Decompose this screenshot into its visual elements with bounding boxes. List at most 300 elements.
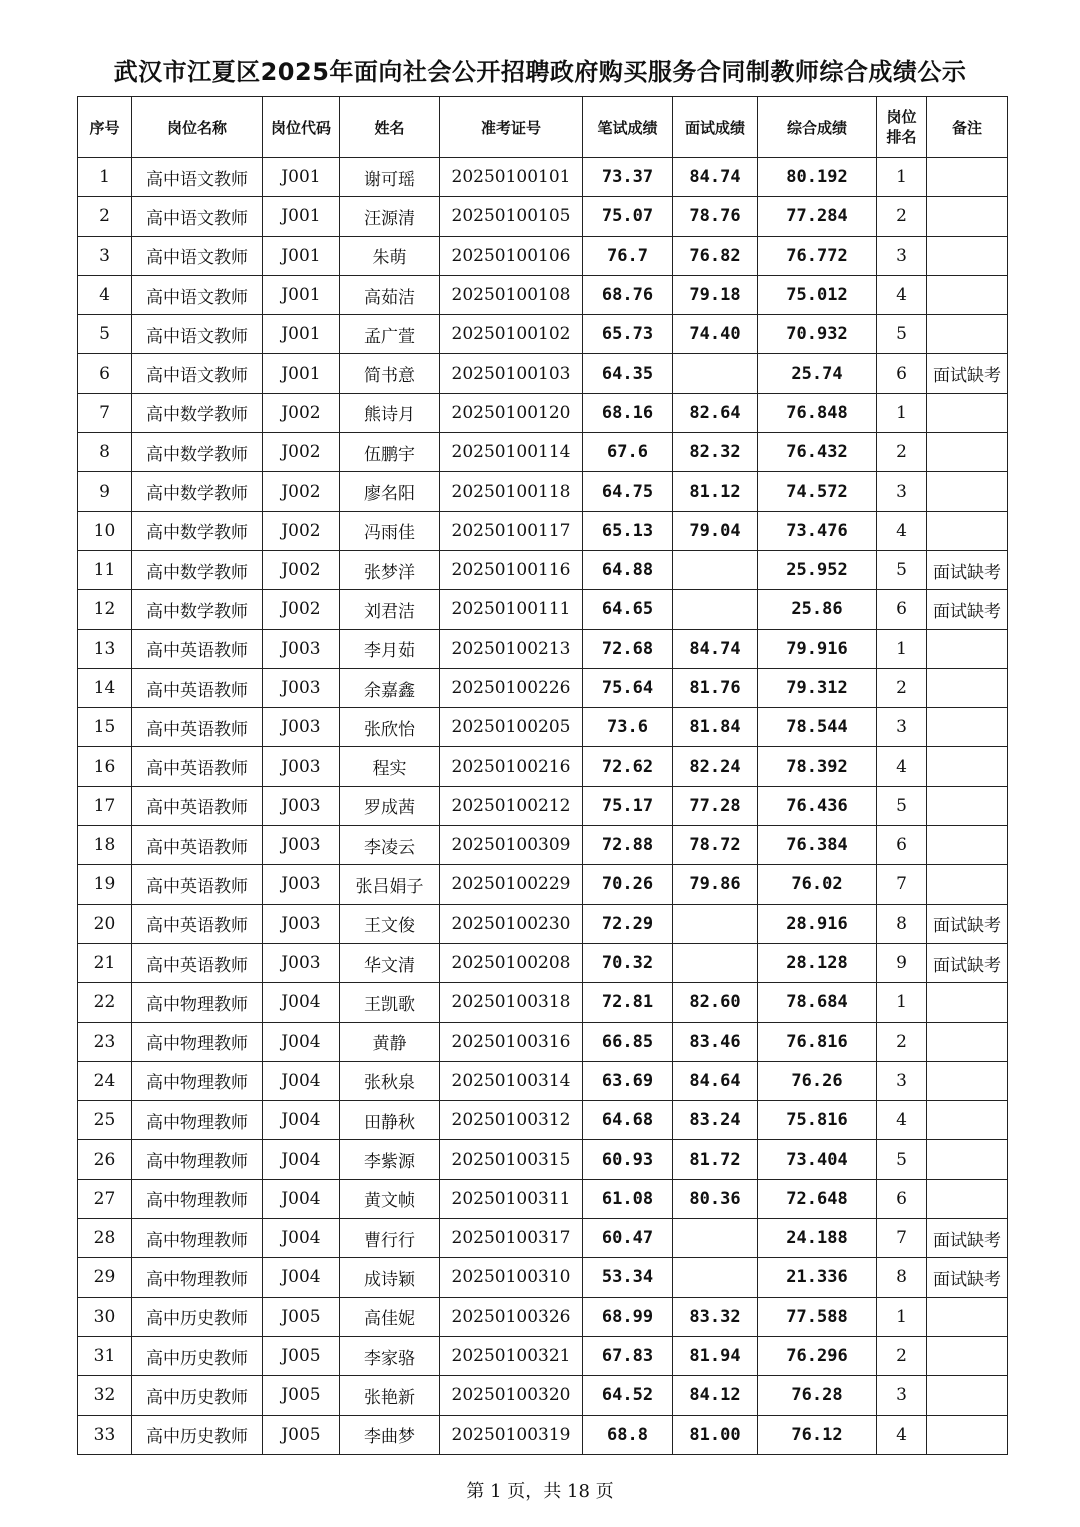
cell-interview-score: 82.60: [673, 983, 758, 1022]
cell-note: [927, 433, 1008, 472]
cell-interview-score: [673, 1219, 758, 1258]
cell-rank: 5: [877, 786, 927, 825]
table-row: [78, 668, 1008, 707]
cell-note: [927, 826, 1008, 865]
cell-post-code: J005: [263, 1297, 340, 1336]
cell-note: [927, 983, 1008, 1022]
cell-written-score: 60.93: [583, 1140, 673, 1179]
cell-interview-score: 81.94: [673, 1336, 758, 1375]
cell-exam-id: 20250100310: [440, 1258, 583, 1297]
header-exam-id: 准考证号: [440, 97, 583, 158]
cell-name: 高佳妮: [340, 1297, 440, 1336]
cell-rank: 4: [877, 511, 927, 550]
cell-seq: 9: [78, 472, 132, 511]
cell-total-score: 76.816: [758, 1022, 877, 1061]
table-row: [78, 433, 1008, 472]
cell-written-score: 60.47: [583, 1219, 673, 1258]
table-header-row: [78, 97, 1008, 158]
table-row: [78, 865, 1008, 904]
cell-rank: 7: [877, 865, 927, 904]
table-row: [78, 1101, 1008, 1140]
cell-rank: 1: [877, 983, 927, 1022]
cell-interview-score: 82.32: [673, 433, 758, 472]
cell-total-score: 76.26: [758, 1061, 877, 1100]
cell-written-score: 75.64: [583, 668, 673, 707]
cell-note: [927, 629, 1008, 668]
cell-post-code: J004: [263, 1061, 340, 1100]
cell-post-name: 高中数学教师: [132, 393, 263, 432]
cell-exam-id: 20250100309: [440, 826, 583, 865]
header-post-name: 岗位名称: [132, 97, 263, 158]
cell-seq: 27: [78, 1179, 132, 1218]
cell-post-code: J004: [263, 1179, 340, 1218]
cell-name: 李月茹: [340, 629, 440, 668]
cell-post-code: J005: [263, 1376, 340, 1415]
cell-written-score: 72.68: [583, 629, 673, 668]
table-row: [78, 983, 1008, 1022]
table-row: [78, 315, 1008, 354]
cell-total-score: 21.336: [758, 1258, 877, 1297]
cell-exam-id: 20250100108: [440, 275, 583, 314]
cell-post-name: 高中数学教师: [132, 511, 263, 550]
cell-post-name: 高中物理教师: [132, 1179, 263, 1218]
cell-seq: 33: [78, 1415, 132, 1454]
table-row: [78, 1258, 1008, 1297]
header-seq: 序号: [78, 97, 132, 158]
cell-rank: 1: [877, 629, 927, 668]
cell-exam-id: 20250100208: [440, 943, 583, 982]
cell-interview-score: 83.24: [673, 1101, 758, 1140]
cell-note: [927, 1336, 1008, 1375]
cell-post-code: J003: [263, 708, 340, 747]
document-title: 武汉市江夏区2025年面向社会公开招聘政府购买服务合同制教师综合成绩公示: [113, 58, 967, 86]
cell-seq: 32: [78, 1376, 132, 1415]
cell-post-name: 高中语文教师: [132, 236, 263, 275]
cell-written-score: 53.34: [583, 1258, 673, 1297]
cell-total-score: 25.74: [758, 354, 877, 393]
cell-post-name: 高中英语教师: [132, 747, 263, 786]
cell-interview-score: 78.72: [673, 826, 758, 865]
cell-exam-id: 20250100114: [440, 433, 583, 472]
cell-exam-id: 20250100216: [440, 747, 583, 786]
cell-exam-id: 20250100116: [440, 550, 583, 589]
cell-post-name: 高中英语教师: [132, 826, 263, 865]
cell-interview-score: 82.24: [673, 747, 758, 786]
cell-exam-id: 20250100205: [440, 708, 583, 747]
cell-written-score: 65.73: [583, 315, 673, 354]
cell-post-code: J002: [263, 511, 340, 550]
cell-written-score: 63.69: [583, 1061, 673, 1100]
cell-post-code: J003: [263, 668, 340, 707]
header-written-score: 笔试成绩: [583, 97, 673, 158]
cell-post-code: J003: [263, 904, 340, 943]
cell-written-score: 75.17: [583, 786, 673, 825]
cell-rank: 2: [877, 1336, 927, 1375]
cell-post-name: 高中语文教师: [132, 354, 263, 393]
cell-note: 面试缺考: [927, 550, 1008, 589]
cell-note: [927, 668, 1008, 707]
cell-post-code: J003: [263, 826, 340, 865]
cell-total-score: 76.02: [758, 865, 877, 904]
cell-name: 简书意: [340, 354, 440, 393]
cell-rank: 8: [877, 1258, 927, 1297]
cell-name: 汪源清: [340, 197, 440, 236]
cell-rank: 9: [877, 943, 927, 982]
cell-name: 李曲梦: [340, 1415, 440, 1454]
cell-post-code: J003: [263, 747, 340, 786]
cell-exam-id: 20250100111: [440, 590, 583, 629]
table-row: [78, 1022, 1008, 1061]
cell-interview-score: 81.76: [673, 668, 758, 707]
cell-note: [927, 865, 1008, 904]
cell-total-score: 77.284: [758, 197, 877, 236]
cell-post-code: J003: [263, 629, 340, 668]
cell-rank: 2: [877, 1022, 927, 1061]
cell-rank: 2: [877, 433, 927, 472]
cell-exam-id: 20250100213: [440, 629, 583, 668]
cell-interview-score: 81.00: [673, 1415, 758, 1454]
cell-post-name: 高中语文教师: [132, 158, 263, 197]
cell-total-score: 76.848: [758, 393, 877, 432]
cell-note: [927, 1179, 1008, 1218]
cell-exam-id: 20250100230: [440, 904, 583, 943]
cell-written-score: 73.6: [583, 708, 673, 747]
cell-total-score: 76.296: [758, 1336, 877, 1375]
cell-name: 田静秋: [340, 1101, 440, 1140]
cell-name: 罗成茜: [340, 786, 440, 825]
cell-total-score: 25.86: [758, 590, 877, 629]
table-row: [78, 1376, 1008, 1415]
cell-note: 面试缺考: [927, 1219, 1008, 1258]
cell-seq: 30: [78, 1297, 132, 1336]
cell-post-name: 高中英语教师: [132, 629, 263, 668]
cell-exam-id: 20250100229: [440, 865, 583, 904]
cell-total-score: 76.28: [758, 1376, 877, 1415]
cell-name: 孟广萱: [340, 315, 440, 354]
cell-post-code: J001: [263, 236, 340, 275]
cell-post-name: 高中语文教师: [132, 275, 263, 314]
cell-note: 面试缺考: [927, 943, 1008, 982]
cell-rank: 4: [877, 1415, 927, 1454]
cell-post-name: 高中物理教师: [132, 1258, 263, 1297]
cell-note: [927, 1415, 1008, 1454]
cell-name: 张欣怡: [340, 708, 440, 747]
cell-name: 冯雨佳: [340, 511, 440, 550]
cell-seq: 13: [78, 629, 132, 668]
cell-post-code: J004: [263, 1101, 340, 1140]
cell-interview-score: 74.40: [673, 315, 758, 354]
cell-interview-score: 84.74: [673, 158, 758, 197]
cell-seq: 4: [78, 275, 132, 314]
cell-interview-score: 81.72: [673, 1140, 758, 1179]
cell-seq: 31: [78, 1336, 132, 1375]
header-interview-score: 面试成绩: [673, 97, 758, 158]
cell-note: 面试缺考: [927, 1258, 1008, 1297]
cell-post-code: J004: [263, 1022, 340, 1061]
header-name: 姓名: [340, 97, 440, 158]
table-row: [78, 1297, 1008, 1336]
cell-interview-score: 78.76: [673, 197, 758, 236]
header-rank: 岗位 排名: [877, 97, 927, 158]
cell-post-name: 高中数学教师: [132, 433, 263, 472]
table-row: [78, 1336, 1008, 1375]
cell-name: 李凌云: [340, 826, 440, 865]
cell-name: 华文清: [340, 943, 440, 982]
cell-total-score: 79.312: [758, 668, 877, 707]
cell-rank: 5: [877, 315, 927, 354]
cell-post-name: 高中英语教师: [132, 904, 263, 943]
cell-rank: 6: [877, 354, 927, 393]
cell-total-score: 24.188: [758, 1219, 877, 1258]
cell-note: [927, 275, 1008, 314]
cell-post-name: 高中物理教师: [132, 1140, 263, 1179]
cell-seq: 24: [78, 1061, 132, 1100]
cell-interview-score: 81.84: [673, 708, 758, 747]
cell-total-score: 28.916: [758, 904, 877, 943]
cell-post-name: 高中英语教师: [132, 865, 263, 904]
table-row: [78, 275, 1008, 314]
cell-written-score: 61.08: [583, 1179, 673, 1218]
cell-note: 面试缺考: [927, 590, 1008, 629]
cell-interview-score: 84.64: [673, 1061, 758, 1100]
cell-note: [927, 197, 1008, 236]
cell-post-code: J004: [263, 1140, 340, 1179]
cell-seq: 7: [78, 393, 132, 432]
header-note: 备注: [927, 97, 1008, 158]
table-row: [78, 826, 1008, 865]
cell-post-name: 高中数学教师: [132, 590, 263, 629]
cell-exam-id: 20250100101: [440, 158, 583, 197]
cell-post-code: J001: [263, 315, 340, 354]
cell-exam-id: 20250100316: [440, 1022, 583, 1061]
cell-exam-id: 20250100118: [440, 472, 583, 511]
cell-post-name: 高中物理教师: [132, 1022, 263, 1061]
cell-written-score: 75.07: [583, 197, 673, 236]
cell-exam-id: 20250100311: [440, 1179, 583, 1218]
cell-rank: 1: [877, 158, 927, 197]
cell-seq: 15: [78, 708, 132, 747]
cell-name: 刘君洁: [340, 590, 440, 629]
table-row: [78, 747, 1008, 786]
table-row: [78, 550, 1008, 589]
cell-total-score: 77.588: [758, 1297, 877, 1336]
cell-written-score: 64.75: [583, 472, 673, 511]
cell-rank: 3: [877, 236, 927, 275]
cell-interview-score: 83.32: [673, 1297, 758, 1336]
cell-exam-id: 20250100226: [440, 668, 583, 707]
cell-exam-id: 20250100320: [440, 1376, 583, 1415]
cell-name: 张艳新: [340, 1376, 440, 1415]
cell-written-score: 72.81: [583, 983, 673, 1022]
table-row: [78, 786, 1008, 825]
table-row: [78, 354, 1008, 393]
cell-note: [927, 315, 1008, 354]
cell-written-score: 72.29: [583, 904, 673, 943]
cell-interview-score: 79.86: [673, 865, 758, 904]
cell-post-code: J001: [263, 197, 340, 236]
cell-exam-id: 20250100321: [440, 1336, 583, 1375]
cell-written-score: 73.37: [583, 158, 673, 197]
cell-post-name: 高中英语教师: [132, 708, 263, 747]
cell-seq: 12: [78, 590, 132, 629]
cell-post-name: 高中英语教师: [132, 786, 263, 825]
cell-seq: 2: [78, 197, 132, 236]
table-body: [78, 158, 1008, 1455]
cell-post-name: 高中物理教师: [132, 1219, 263, 1258]
table-row: [78, 943, 1008, 982]
cell-interview-score: [673, 943, 758, 982]
cell-name: 黄文帧: [340, 1179, 440, 1218]
cell-written-score: 67.83: [583, 1336, 673, 1375]
cell-rank: 2: [877, 197, 927, 236]
cell-rank: 3: [877, 472, 927, 511]
cell-total-score: 73.404: [758, 1140, 877, 1179]
cell-written-score: 64.35: [583, 354, 673, 393]
cell-name: 张梦洋: [340, 550, 440, 589]
cell-rank: 6: [877, 590, 927, 629]
cell-seq: 10: [78, 511, 132, 550]
cell-seq: 18: [78, 826, 132, 865]
cell-written-score: 72.88: [583, 826, 673, 865]
cell-note: [927, 1022, 1008, 1061]
cell-total-score: 28.128: [758, 943, 877, 982]
cell-note: [927, 747, 1008, 786]
cell-rank: 5: [877, 1140, 927, 1179]
cell-post-code: J002: [263, 550, 340, 589]
cell-note: [927, 786, 1008, 825]
cell-interview-score: 84.12: [673, 1376, 758, 1415]
cell-post-code: J002: [263, 393, 340, 432]
cell-interview-score: 76.82: [673, 236, 758, 275]
cell-written-score: 68.16: [583, 393, 673, 432]
cell-post-name: 高中数学教师: [132, 472, 263, 511]
cell-post-code: J005: [263, 1336, 340, 1375]
table-row: [78, 590, 1008, 629]
cell-rank: 7: [877, 1219, 927, 1258]
table-row: [78, 472, 1008, 511]
cell-seq: 16: [78, 747, 132, 786]
cell-exam-id: 20250100317: [440, 1219, 583, 1258]
cell-rank: 3: [877, 708, 927, 747]
cell-rank: 6: [877, 826, 927, 865]
page-footer: 第 1 页，共 18 页: [466, 1481, 614, 1502]
cell-interview-score: [673, 354, 758, 393]
cell-total-score: 74.572: [758, 472, 877, 511]
cell-rank: 1: [877, 393, 927, 432]
cell-post-code: J005: [263, 1415, 340, 1454]
cell-total-score: 78.544: [758, 708, 877, 747]
cell-rank: 4: [877, 275, 927, 314]
table-row: [78, 1179, 1008, 1218]
cell-note: 面试缺考: [927, 354, 1008, 393]
cell-written-score: 64.65: [583, 590, 673, 629]
cell-post-name: 高中物理教师: [132, 1101, 263, 1140]
cell-seq: 3: [78, 236, 132, 275]
cell-rank: 4: [877, 1101, 927, 1140]
cell-exam-id: 20250100315: [440, 1140, 583, 1179]
cell-post-name: 高中历史教师: [132, 1376, 263, 1415]
cell-rank: 2: [877, 668, 927, 707]
cell-exam-id: 20250100326: [440, 1297, 583, 1336]
cell-exam-id: 20250100105: [440, 197, 583, 236]
cell-rank: 6: [877, 1179, 927, 1218]
cell-seq: 20: [78, 904, 132, 943]
cell-total-score: 76.772: [758, 236, 877, 275]
cell-seq: 23: [78, 1022, 132, 1061]
cell-exam-id: 20250100318: [440, 983, 583, 1022]
cell-post-code: J001: [263, 275, 340, 314]
cell-total-score: 76.432: [758, 433, 877, 472]
cell-exam-id: 20250100314: [440, 1061, 583, 1100]
cell-post-name: 高中历史教师: [132, 1297, 263, 1336]
cell-name: 黄静: [340, 1022, 440, 1061]
cell-note: [927, 472, 1008, 511]
cell-written-score: 64.68: [583, 1101, 673, 1140]
cell-post-name: 高中历史教师: [132, 1415, 263, 1454]
cell-interview-score: 80.36: [673, 1179, 758, 1218]
cell-interview-score: 84.74: [673, 629, 758, 668]
cell-name: 熊诗月: [340, 393, 440, 432]
cell-name: 王文俊: [340, 904, 440, 943]
cell-name: 朱萌: [340, 236, 440, 275]
cell-post-code: J002: [263, 472, 340, 511]
cell-interview-score: 79.18: [673, 275, 758, 314]
cell-note: [927, 1140, 1008, 1179]
cell-seq: 25: [78, 1101, 132, 1140]
cell-total-score: 75.816: [758, 1101, 877, 1140]
table-row: [78, 629, 1008, 668]
table-row: [78, 904, 1008, 943]
cell-total-score: 25.952: [758, 550, 877, 589]
cell-seq: 28: [78, 1219, 132, 1258]
cell-name: 伍鹏宇: [340, 433, 440, 472]
cell-interview-score: [673, 904, 758, 943]
cell-post-code: J004: [263, 1219, 340, 1258]
cell-seq: 19: [78, 865, 132, 904]
cell-note: [927, 511, 1008, 550]
cell-exam-id: 20250100319: [440, 1415, 583, 1454]
cell-seq: 26: [78, 1140, 132, 1179]
table-row: [78, 1140, 1008, 1179]
cell-exam-id: 20250100212: [440, 786, 583, 825]
cell-name: 程实: [340, 747, 440, 786]
cell-rank: 1: [877, 1297, 927, 1336]
cell-name: 张秋泉: [340, 1061, 440, 1100]
cell-interview-score: 82.64: [673, 393, 758, 432]
cell-written-score: 76.7: [583, 236, 673, 275]
cell-seq: 17: [78, 786, 132, 825]
table-row: [78, 511, 1008, 550]
cell-post-name: 高中数学教师: [132, 550, 263, 589]
cell-interview-score: [673, 550, 758, 589]
cell-exam-id: 20250100102: [440, 315, 583, 354]
cell-post-code: J003: [263, 865, 340, 904]
cell-post-name: 高中语文教师: [132, 197, 263, 236]
cell-seq: 14: [78, 668, 132, 707]
table-row: [78, 393, 1008, 432]
cell-interview-score: 81.12: [673, 472, 758, 511]
cell-post-code: J001: [263, 158, 340, 197]
cell-post-code: J004: [263, 983, 340, 1022]
cell-written-score: 66.85: [583, 1022, 673, 1061]
cell-seq: 29: [78, 1258, 132, 1297]
cell-total-score: 70.932: [758, 315, 877, 354]
cell-written-score: 70.26: [583, 865, 673, 904]
cell-written-score: 65.13: [583, 511, 673, 550]
cell-post-name: 高中英语教师: [132, 943, 263, 982]
cell-interview-score: 79.04: [673, 511, 758, 550]
cell-rank: 3: [877, 1376, 927, 1415]
